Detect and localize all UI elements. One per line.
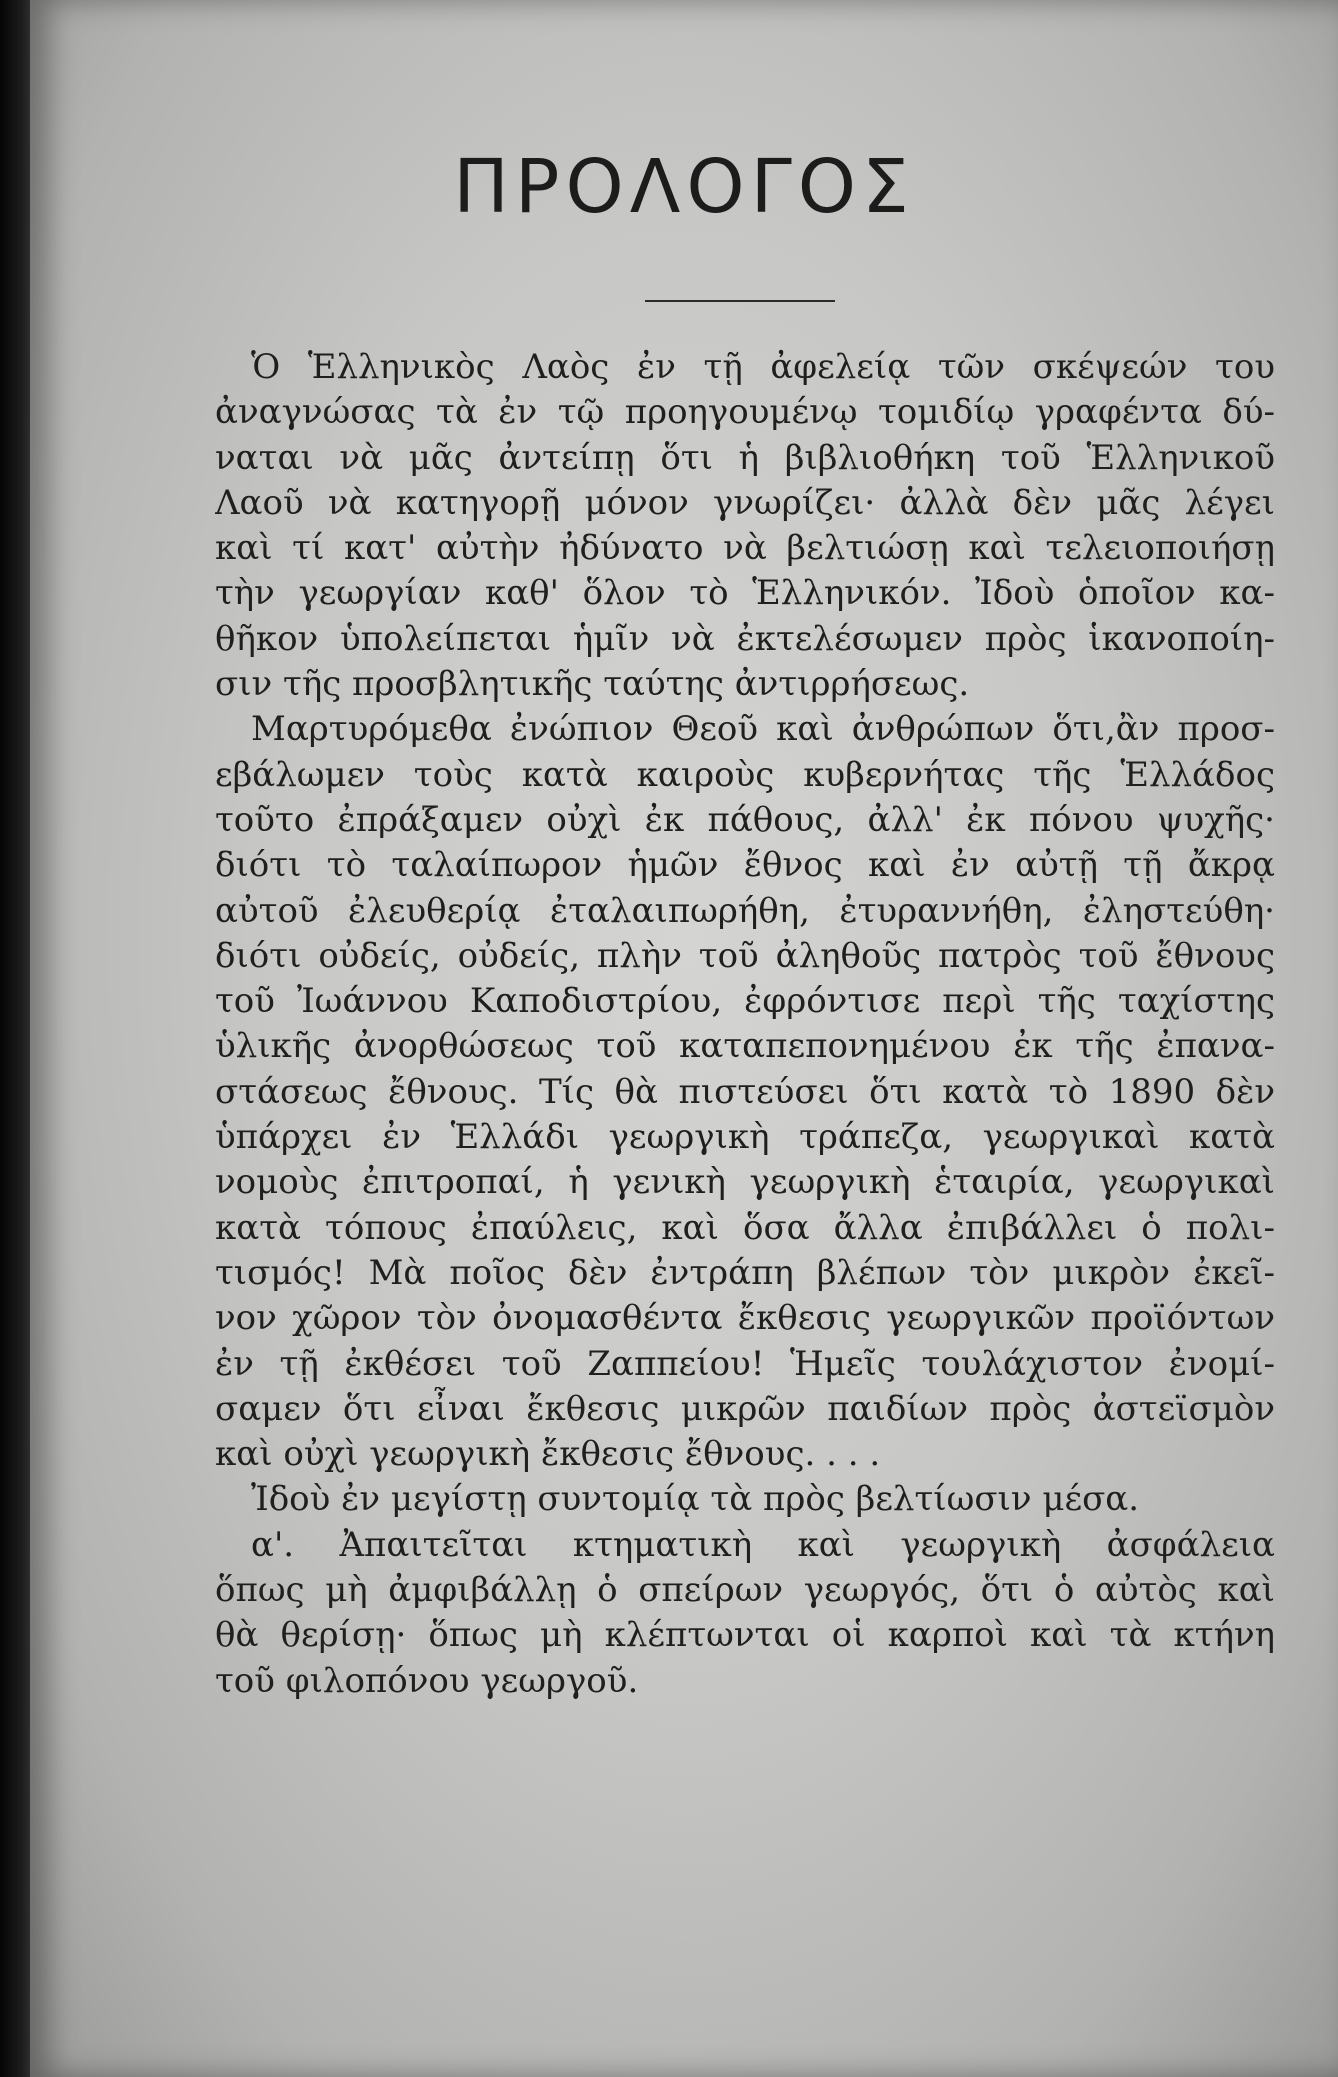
text-line: σαμεν ὅτι εἶναι ἔκθεσις μικρῶν παιδίων πρὸς ἀστεϊσμὸν	[215, 1388, 1275, 1429]
text-line: θῆκον ὑπολείπεται ἡμῖν νὰ ἐκτελέσωμεν πρὸς ἱκανοποίη-	[215, 618, 1275, 659]
page-title: ΠΡΟΛΟΓΟΣ	[453, 144, 915, 230]
book-page	[30, 0, 1338, 2077]
text-line: καὶ οὐχὶ γεωργικὴ ἔκθεσις ἔθνους. . . .	[215, 1434, 881, 1475]
text-line: καὶ τί κατ' αὐτὴν ἠδύνατο νὰ βελτιώσῃ καὶ τελειοποιήσῃ	[215, 528, 1275, 569]
text-line: εβάλωμεν τοὺς κατὰ καιροὺς κυβερνήτας τῆς Ἑλλάδος	[215, 754, 1275, 795]
text-line: τισμός! Μὰ ποῖος δὲν ἐντράπη βλέπων τὸν μικρὸν ἐκεῖ-	[215, 1252, 1275, 1293]
text-line: α'. Ἀπαιτεῖται κτηματικὴ καὶ γεωργικὴ ἀσφάλεια	[251, 1524, 1275, 1565]
text-line: διότι οὐδείς, οὐδείς, πλὴν τοῦ ἀληθοῦς πατρὸς τοῦ ἔθνους	[215, 935, 1275, 976]
text-line: θὰ θερίσῃ· ὅπως μὴ κλέπτωνται οἱ καρποὶ καὶ τὰ κτήνη	[215, 1615, 1275, 1656]
paragraph	[215, 345, 1275, 707]
text-line: Ἰδοὺ ἐν μεγίστῃ συντομίᾳ τὰ πρὸς βελτίωσιν μέσα.	[251, 1479, 1140, 1520]
text-line: ὑπάρχει ἐν Ἑλλάδι γεωργικὴ τράπεζα, γεωργικαὶ κατὰ	[215, 1117, 1275, 1158]
text-line: σιν τῆς προσβλητικῆς ταύτης ἀντιρρήσεως.	[215, 664, 970, 705]
text-line: τοῦ Ἰωάννου Καποδιστρίου, ἐφρόντισε περὶ τῆς ταχίστης	[215, 981, 1275, 1022]
text-line: στάσεως ἔθνους. Τίς θὰ πιστεύσει ὅτι κατὰ τὸ 1890 δὲν	[215, 1071, 1275, 1112]
text-line: Μαρτυρόμεθα ἐνώπιον Θεοῦ καὶ ἀνθρώπων ὅτι,ἂν προσ-	[251, 709, 1275, 750]
text-line: ναται νὰ μᾶς ἀντείπῃ ὅτι ἡ βιβλιοθήκη τοῦ Ἑλληνικοῦ	[215, 437, 1275, 478]
paragraph	[215, 1477, 1275, 1522]
text-line: ὑλικῆς ἀνορθώσεως τοῦ καταπεπονημένου ἐκ τῆς ἐπανα-	[215, 1026, 1275, 1067]
text-line: Ὁ Ἑλληνικὸς Λαὸς ἐν τῇ ἀφελείᾳ τῶν σκέψεών του	[251, 347, 1275, 387]
text-line: τοῦτο ἐπράξαμεν οὐχὶ ἐκ πάθους, ἀλλ' ἐκ πόνου ψυχῆς·	[215, 799, 1275, 840]
text-line: διότι τὸ ταλαίπωρον ἡμῶν ἔθνος καὶ ἐν αὐτῇ τῇ ἄκρᾳ	[215, 845, 1275, 886]
text-line: ὅπως μὴ ἀμφιβάλλῃ ὁ σπείρων γεωργός, ὅτι ὁ αὐτὸς καὶ	[215, 1570, 1275, 1611]
text-line: νομοὺς ἐπιτροπαί, ἡ γενικὴ γεωργικὴ ἑταιρία, γεωργικαὶ	[215, 1162, 1275, 1203]
text-line: Λαοῦ νὰ κατηγορῇ μόνον γνωρίζει· ἀλλὰ δὲν μᾶς λέγει	[215, 482, 1275, 523]
text-line: νον χῶρον τὸν ὀνομασθέντα ἔκθεσις γεωργικῶν προϊόντων	[215, 1298, 1275, 1339]
text-line: ἐν τῇ ἐκθέσει τοῦ Ζαππείου! Ἡμεῖς τουλάχιστον ἐνομί-	[215, 1343, 1275, 1384]
text-line: τοῦ φιλοπόνου γεωργοῦ.	[215, 1660, 639, 1701]
title-divider	[645, 300, 835, 302]
text-line: κατὰ τόπους ἐπαύλεις, καὶ ὅσα ἄλλα ἐπιβάλλει ὁ πολι-	[215, 1207, 1275, 1248]
text-line: ἀναγνώσας τὰ ἐν τῷ προηγουμένῳ τομιδίῳ γραφέντα δύ-	[215, 392, 1275, 433]
paragraph	[215, 707, 1275, 1477]
text-line: αὐτοῦ ἐλευθερίᾳ ἐταλαιπωρήθη, ἐτυραννήθη, ἐληστεύθη·	[215, 890, 1275, 931]
paragraph	[215, 1523, 1275, 1704]
text-line: τὴν γεωργίαν καθ' ὅλον τὸ Ἑλληνικόν. Ἰδοὺ ὁποῖον κα-	[215, 573, 1275, 614]
body-text	[215, 345, 1275, 1704]
